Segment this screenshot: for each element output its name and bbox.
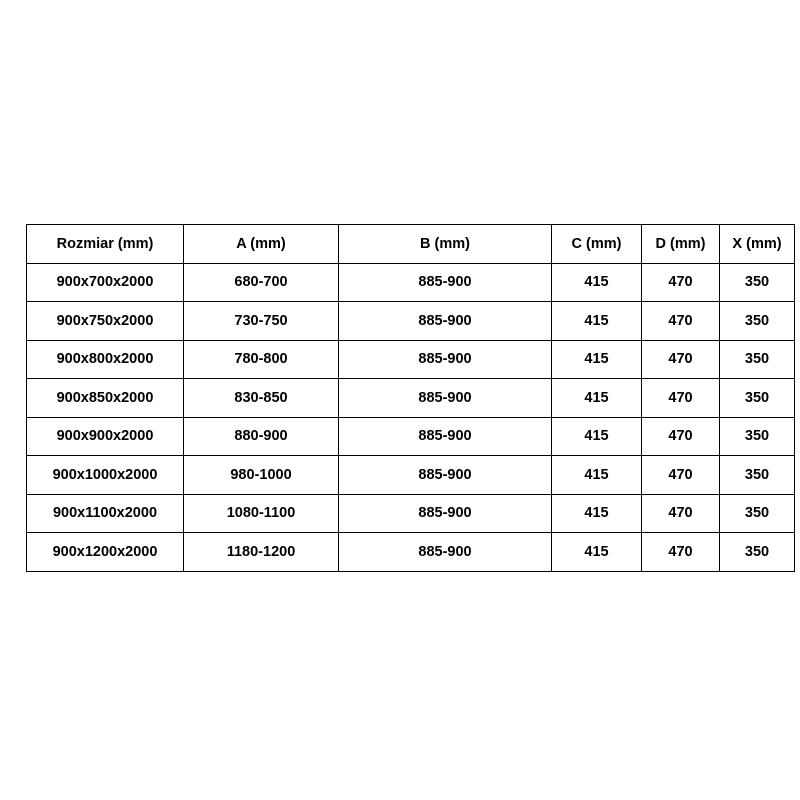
spec-table-container (26, 224, 782, 572)
cell-c: 415 (552, 379, 642, 418)
table-header (27, 225, 795, 264)
cell-a: 980-1000 (184, 456, 339, 495)
cell-x: 350 (720, 340, 795, 379)
table-row (27, 263, 795, 302)
cell-c: 415 (552, 494, 642, 533)
cell-d: 470 (642, 302, 720, 341)
cell-a: 730-750 (184, 302, 339, 341)
cell-rozmiar: 900x850x2000 (27, 379, 184, 418)
column-header-a: A (mm) (184, 225, 339, 264)
cell-a: 680-700 (184, 263, 339, 302)
table-body (27, 263, 795, 571)
column-header-d: D (mm) (642, 225, 720, 264)
cell-x: 350 (720, 417, 795, 456)
column-header-b: B (mm) (339, 225, 552, 264)
table-row (27, 302, 795, 341)
cell-d: 470 (642, 379, 720, 418)
cell-x: 350 (720, 456, 795, 495)
cell-x: 350 (720, 379, 795, 418)
table-row (27, 533, 795, 572)
cell-d: 470 (642, 533, 720, 572)
cell-b: 885-900 (339, 494, 552, 533)
cell-c: 415 (552, 533, 642, 572)
cell-c: 415 (552, 302, 642, 341)
cell-a: 780-800 (184, 340, 339, 379)
cell-b: 885-900 (339, 302, 552, 341)
table-row (27, 379, 795, 418)
cell-d: 470 (642, 340, 720, 379)
table-header-row (27, 225, 795, 264)
cell-x: 350 (720, 263, 795, 302)
cell-x: 350 (720, 533, 795, 572)
column-header-rozmiar: Rozmiar (mm) (27, 225, 184, 264)
cell-b: 885-900 (339, 263, 552, 302)
table-row (27, 340, 795, 379)
cell-b: 885-900 (339, 533, 552, 572)
cell-b: 885-900 (339, 456, 552, 495)
table-row (27, 494, 795, 533)
cell-a: 1080-1100 (184, 494, 339, 533)
cell-rozmiar: 900x750x2000 (27, 302, 184, 341)
cell-c: 415 (552, 456, 642, 495)
cell-a: 880-900 (184, 417, 339, 456)
cell-rozmiar: 900x1000x2000 (27, 456, 184, 495)
cell-a: 830-850 (184, 379, 339, 418)
specifications-table (26, 224, 795, 572)
cell-d: 470 (642, 263, 720, 302)
cell-d: 470 (642, 494, 720, 533)
cell-rozmiar: 900x900x2000 (27, 417, 184, 456)
cell-d: 470 (642, 456, 720, 495)
cell-rozmiar: 900x700x2000 (27, 263, 184, 302)
cell-b: 885-900 (339, 417, 552, 456)
column-header-c: C (mm) (552, 225, 642, 264)
cell-x: 350 (720, 494, 795, 533)
cell-rozmiar: 900x800x2000 (27, 340, 184, 379)
column-header-x: X (mm) (720, 225, 795, 264)
cell-c: 415 (552, 263, 642, 302)
cell-c: 415 (552, 417, 642, 456)
cell-x: 350 (720, 302, 795, 341)
table-row (27, 417, 795, 456)
cell-rozmiar: 900x1100x2000 (27, 494, 184, 533)
cell-a: 1180-1200 (184, 533, 339, 572)
cell-d: 470 (642, 417, 720, 456)
cell-c: 415 (552, 340, 642, 379)
cell-b: 885-900 (339, 379, 552, 418)
cell-rozmiar: 900x1200x2000 (27, 533, 184, 572)
cell-b: 885-900 (339, 340, 552, 379)
table-row (27, 456, 795, 495)
